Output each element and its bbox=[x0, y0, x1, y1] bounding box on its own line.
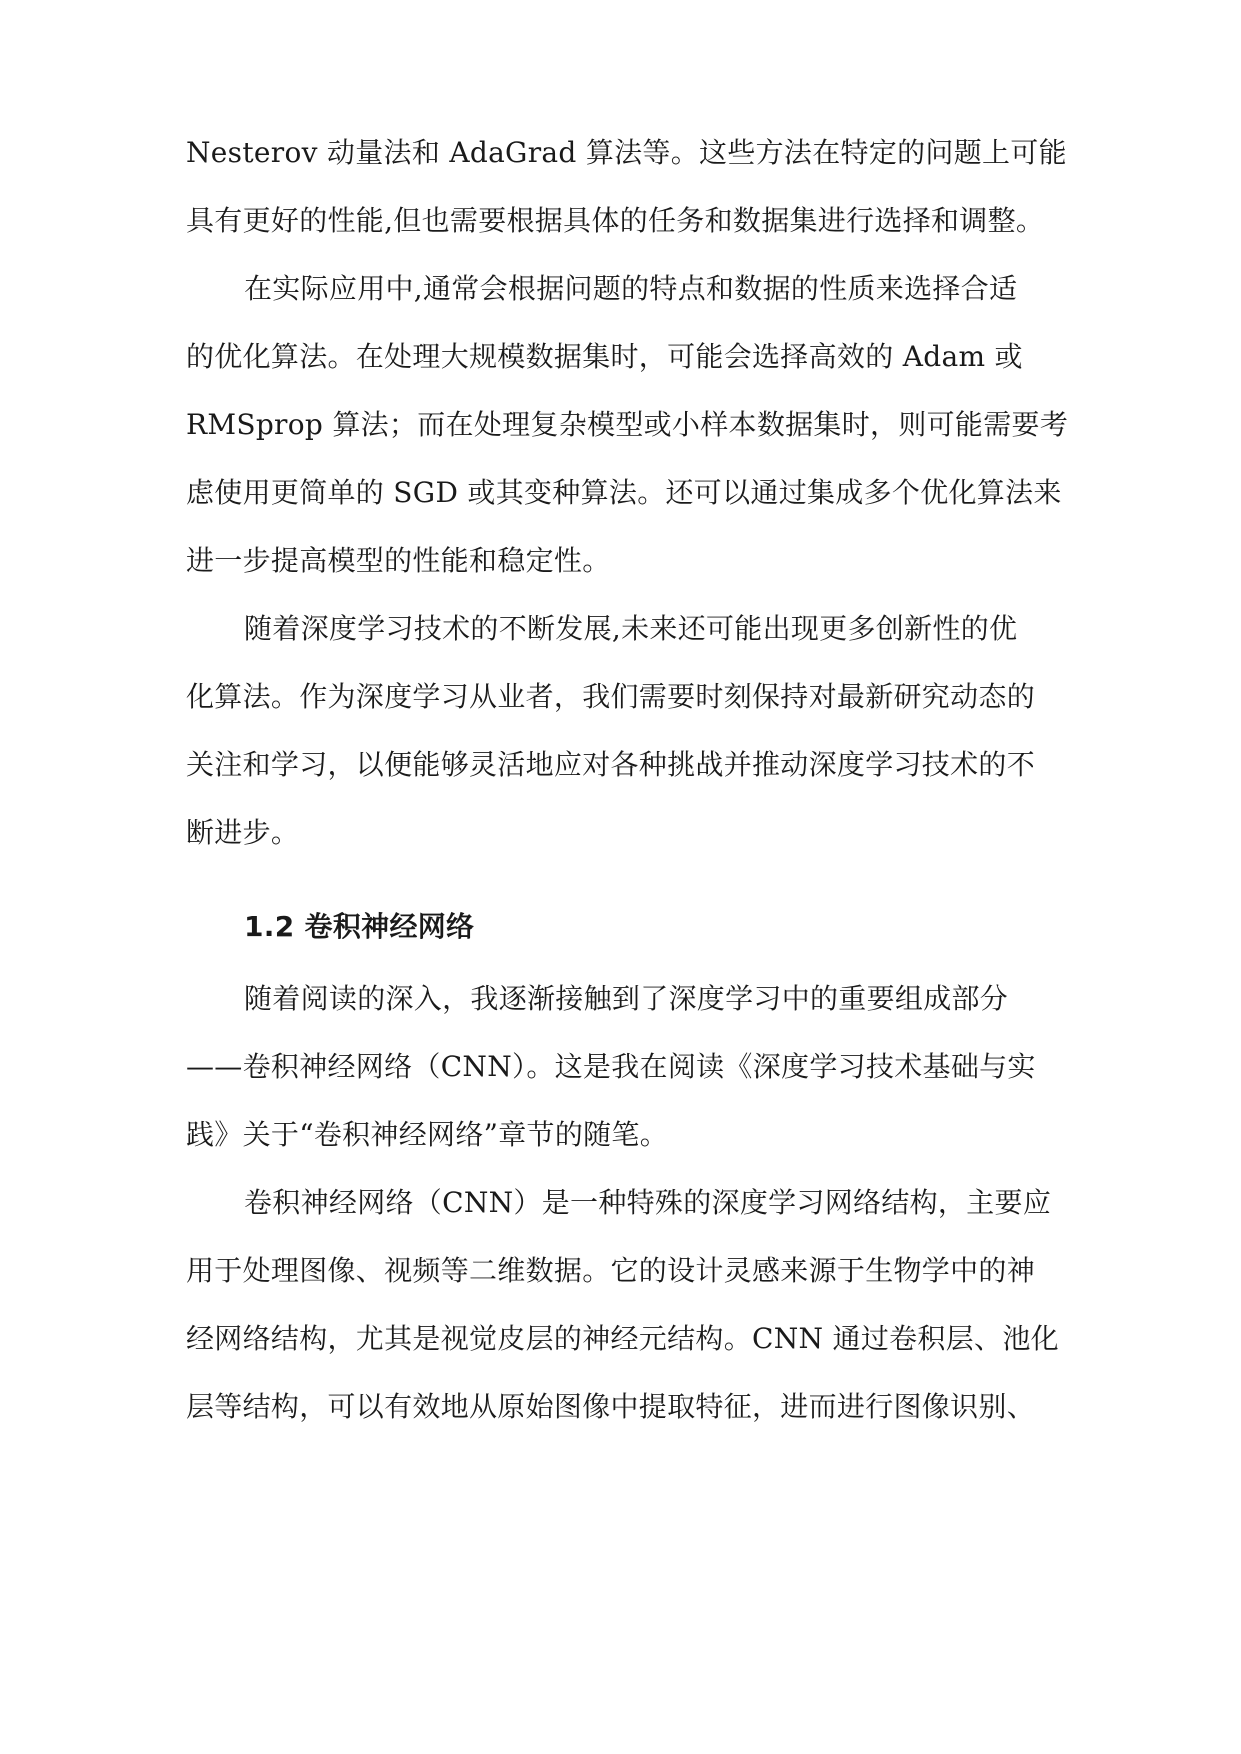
body-text-line: 在实际应用中,通常会根据问题的特点和数据的性质来选择合适 bbox=[244, 272, 1018, 305]
body-text-line: ——卷积神经网络（CNN）。这是我在阅读《深度学习技术基础与实 bbox=[186, 1050, 1036, 1083]
body-text-line: 用于处理图像、视频等二维数据。它的设计灵感来源于生物学中的神 bbox=[186, 1254, 1036, 1287]
body-text-line: 进一步提高模型的性能和稳定性。 bbox=[186, 544, 611, 577]
body-text-line: 践》关于“卷积神经网络”章节的随笔。 bbox=[186, 1118, 669, 1151]
body-text-line: 虑使用更简单的 SGD 或其变种算法。还可以通过集成多个优化算法来 bbox=[186, 476, 1062, 509]
body-text-line: Nesterov 动量法和 AdaGrad 算法等。这些方法在特定的问题上可能 bbox=[186, 136, 1067, 169]
body-text-line: 经网络结构，尤其是视觉皮层的神经元结构。CNN 通过卷积层、池化 bbox=[186, 1322, 1059, 1355]
body-text-line: 卷积神经网络（CNN）是一种特殊的深度学习网络结构，主要应 bbox=[244, 1186, 1052, 1219]
body-text-line: 断进步。 bbox=[186, 816, 300, 849]
body-text-line: 随着深度学习技术的不断发展,未来还可能出现更多创新性的优 bbox=[244, 612, 1018, 645]
body-text-line: 具有更好的性能,但也需要根据具体的任务和数据集进行选择和调整。 bbox=[186, 204, 1045, 237]
section-heading: 1.2 卷积神经网络 bbox=[244, 910, 475, 943]
body-text-line: 随着阅读的深入，我逐渐接触到了深度学习中的重要组成部分 bbox=[244, 982, 1009, 1015]
body-text-line: 层等结构，可以有效地从原始图像中提取特征，进而进行图像识别、 bbox=[186, 1390, 1036, 1423]
body-text-line: 化算法。作为深度学习从业者，我们需要时刻保持对最新研究动态的 bbox=[186, 680, 1036, 713]
body-text-line: 关注和学习，以便能够灵活地应对各种挑战并推动深度学习技术的不 bbox=[186, 748, 1036, 781]
body-text-line: 的优化算法。在处理大规模数据集时，可能会选择高效的 Adam 或 bbox=[186, 340, 1023, 373]
body-text-line: RMSprop 算法；而在处理复杂模型或小样本数据集时，则可能需要考 bbox=[186, 408, 1069, 441]
